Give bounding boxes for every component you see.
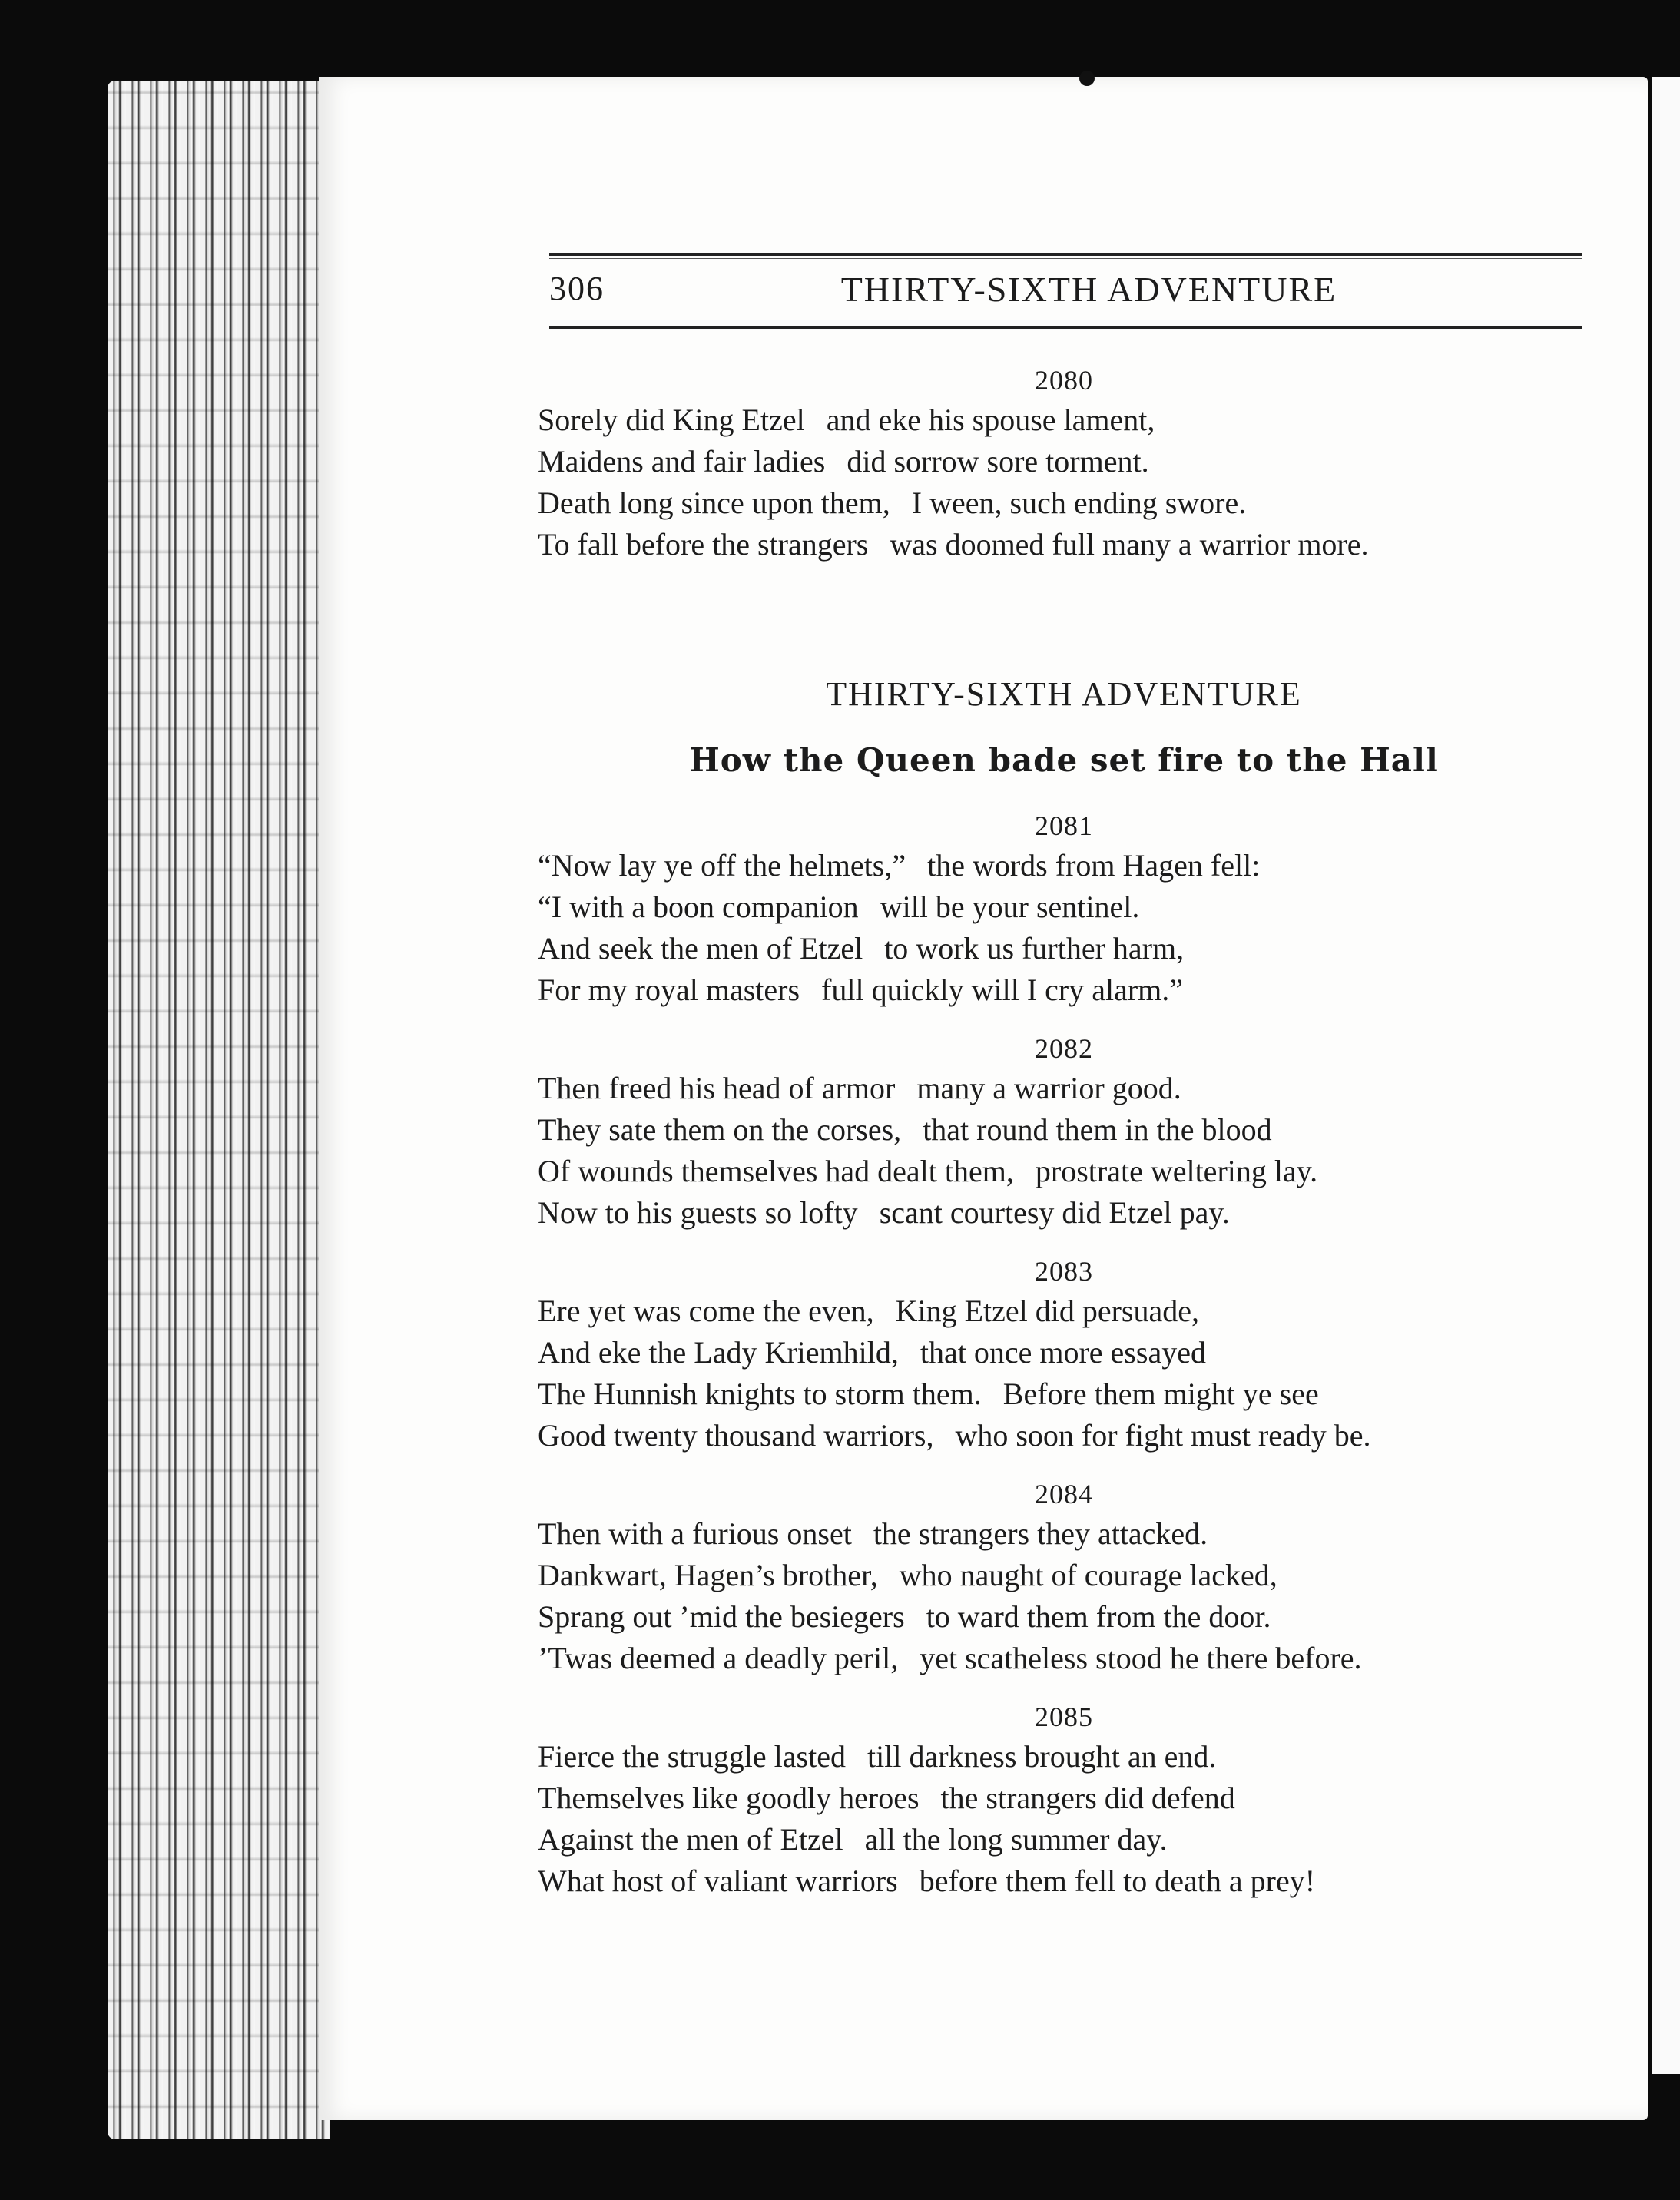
stanza-number: 2083 [1035,1256,1093,1287]
stanza-2082 [538,1029,1590,1234]
header-rule-bottom [549,326,1582,329]
page-number: 306 [549,270,605,307]
header-rule-top [549,253,1582,256]
stanza-2083 [538,1252,1590,1456]
verse-line: Fierce the struggle lasted till darkness brought an end. [538,1739,1217,1774]
stanza-number: 2085 [1035,1701,1093,1732]
page-ornament [1079,71,1095,86]
book-page-edges [108,81,330,2139]
running-title: THIRTY-SIXTH ADVENTURE [840,270,1337,309]
facing-page-edge [1652,77,1680,2074]
verse-line: They sate them on the corses, that round them in the blood [538,1112,1272,1147]
header-rule-top-thin [549,258,1582,259]
stanza-number: 2082 [1035,1033,1093,1064]
verse-line: Themselves like goodly heroes the strangers did defend [538,1781,1235,1815]
verse-line: What host of valiant warriors before them fell to death a prey! [538,1864,1316,1898]
verse-line: Now to his guests so lofty scant courtesy did Etzel pay. [538,1195,1230,1230]
stanza-2081 [538,807,1590,1011]
verse-line: And seek the men of Etzel to work us further harm, [538,931,1185,966]
chapter-subtitle: How the Queen bade set fire to the Hall [689,741,1439,779]
verse-line: Ere yet was come the even, King Etzel did persuade, [538,1294,1200,1328]
chapter-title: THIRTY-SIXTH ADVENTURE [826,675,1302,713]
stanza-2085 [538,1698,1590,1902]
verse-line: Sprang out ’mid the besiegers to ward them from the door. [538,1599,1271,1634]
stanza-number: 2080 [1035,365,1093,396]
verse-line: Against the men of Etzel all the long summer day. [538,1822,1168,1857]
stanza-2084 [538,1475,1590,1679]
verse-line: Death long since upon them, I ween, such ending swore. [538,485,1247,520]
verse-line: Sorely did King Etzel and eke his spouse lament, [538,403,1155,437]
verse-line: And eke the Lady Kriemhild, that once more essayed [538,1335,1206,1370]
stanza-number: 2084 [1035,1479,1093,1509]
verse-line: Of wounds themselves had dealt them, prostrate weltering lay. [538,1154,1318,1188]
verse-line: “I with a boon companion will be your sentinel. [538,890,1140,924]
verse-line: Then with a furious onset the strangers they attacked. [538,1516,1208,1551]
verse-line: To fall before the strangers was doomed full many a warrior more. [538,527,1369,562]
stanza-number: 2081 [1035,810,1093,841]
running-head [549,269,1582,315]
verse-line: For my royal masters full quickly will I cry alarm.” [538,972,1184,1007]
verse-line: Maidens and fair ladies did sorrow sore torment. [538,444,1149,479]
verse-line: The Hunnish knights to storm them. Before them might ye see [538,1377,1319,1411]
stanza-2080 [538,361,1590,565]
verse-line: ’Twas deemed a deadly peril, yet scatheless stood he there before. [538,1641,1362,1675]
verse-line: “Now lay ye off the helmets,” the words from Hagen fell: [538,848,1261,883]
verse-line: Dankwart, Hagen’s brother, who naught of courage lacked, [538,1558,1277,1592]
verse-line: Good twenty thousand warriors, who soon for fight must ready be. [538,1418,1371,1453]
verse-line: Then freed his head of armor many a warrior good. [538,1071,1181,1105]
